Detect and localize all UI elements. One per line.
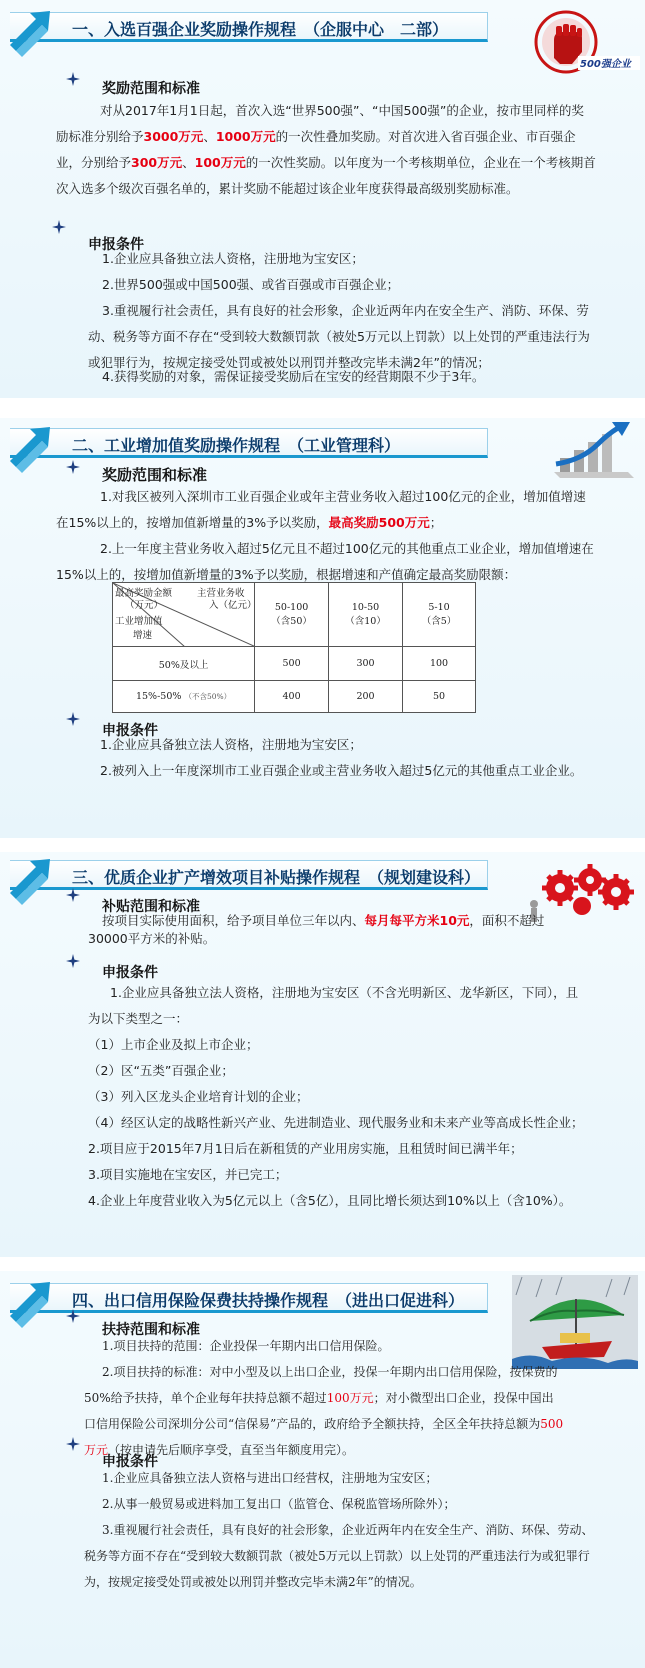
s3-scope-text-2: 30000平方米的补贴。 <box>88 931 216 946</box>
star-icon <box>52 220 66 234</box>
reward-table <box>112 582 476 713</box>
s3-line-3: （1）上市企业及拟上市企业； <box>88 1037 259 1052</box>
s3-line-7: 2.项目应于2015年7月1日后在新租赁的产业用房实施，且租赁时间已满半年； <box>88 1141 523 1156</box>
s2-cond-2: 2.被列入上一年度深圳市工业百强企业或主营业务收入超过5亿元的其他重点工业企业。 <box>100 763 583 778</box>
table-col-header: 5-10 （含5） <box>403 583 476 647</box>
table-cell: 50 <box>403 681 476 713</box>
s4-cond-title: 申报条件 <box>102 1454 158 1470</box>
s1-cond-1: 1.企业应具备独立法人资格，注册地为宝安区； <box>102 251 364 266</box>
s1-cond-title: 申报条件 <box>88 237 144 253</box>
section-4 <box>0 1271 645 1668</box>
s4-cond-1: 1.企业应具备独立法人资格与进出口经营权，注册地为宝安区； <box>102 1471 438 1485</box>
s4-item-2: 2.项目扶持的标准：对中小型及以上出口企业，投保一年期内出口信用保险，按保费的50%给予扶持，单个企业每年扶持总额不超过100万元；对小微型出口企业，投保中国出口信用保险公司深圳分公司“信保易”产品的，政府给予全额扶持，全区全年扶持总额为500万元（按申请先后顺序享受，直至当年额度用完）。 <box>84 1365 564 1457</box>
table-row-label: 50%及以上 <box>113 647 255 681</box>
s3-line-5: （3）列入区龙头企业培育计划的企业； <box>88 1089 309 1104</box>
section-1 <box>0 0 645 398</box>
star-icon <box>66 1309 80 1323</box>
s3-line-4: （2）区“五类”百强企业； <box>88 1063 234 1078</box>
arrow-icon <box>6 1280 56 1330</box>
s1-cond-4: 4.获得奖励的对象，需保证接受奖励后在宝安的经营期限不少于3年。 <box>102 369 485 384</box>
section-2-header <box>10 428 488 458</box>
s4-item-1: 1.项目扶持的范围：企业投保一年期内出口信用保险。 <box>102 1339 390 1353</box>
section-2 <box>0 418 645 838</box>
star-icon <box>66 712 80 726</box>
s3-line-2: 为以下类型之一： <box>88 1011 189 1026</box>
star-icon <box>66 460 80 474</box>
section-1-header <box>10 12 488 42</box>
s4-scope-title: 扶持范围和标准 <box>102 1322 200 1338</box>
s2-cond-1: 1.企业应具备独立法人资格，注册地为宝安区； <box>100 737 362 752</box>
arrow-icon <box>6 857 56 907</box>
section-3 <box>0 852 645 1257</box>
table-cell: 200 <box>329 681 403 713</box>
table-col-header: 10-50 （含10） <box>329 583 403 647</box>
s3-scope-title: 补贴范围和标准 <box>102 899 200 915</box>
table-cell: 300 <box>329 647 403 681</box>
table-row-label: 15%-50% （不含50%） <box>113 681 255 713</box>
star-icon <box>66 888 80 902</box>
star-icon <box>66 72 80 86</box>
section-4-header <box>10 1283 488 1313</box>
s2-item-1: 1.对我区被列入深圳市工业百强企业或年主营业务收入超过100亿元的企业，增加值增速在15%以上的，按增加值新增量的3%予以奖励，最高奖励500万元； <box>56 489 586 530</box>
table-cell: 100 <box>403 647 476 681</box>
logo-text: 500强企业 <box>580 59 631 70</box>
s2-scope-title: 奖励范围和标准 <box>102 466 208 484</box>
section-4-title: 四、出口信用保险保费扶持操作规程 （进出口促进科） <box>72 1291 465 1310</box>
growth-chart-icon <box>548 420 638 480</box>
s4-cond-3: 3.重视履行社会责任，具有良好的社会形象，企业近两年内在安全生产、消防、环保、劳动、税务等方面不存在“受到较大数额罚款（被处5万元以上罚款）以上处罚的严重违法行为或犯罪行为，按规定接受处罚或被处以刑罚并整改完毕未满2年”的情况。 <box>84 1523 594 1589</box>
table-cell: 400 <box>255 681 329 713</box>
s4-cond-2: 2.从事一般贸易或进料加工复出口（监管仓、保税监管场所除外）； <box>102 1497 456 1511</box>
arrow-icon <box>6 425 56 475</box>
table-corner-cell: 最高奖励金额 （万元） 主营业务收 入（亿元） 工业增加值 增速 <box>113 583 255 647</box>
s3-line-6: （4）经区认定的战略性新兴产业、先进制造业、现代服务业和未来产业等高成长性企业； <box>88 1115 584 1130</box>
s3-line-9: 4.企业上年度营业收入为5亿元以上（含5亿），且同比增长须达到10%以上（含10%）。 <box>88 1193 572 1208</box>
table-row <box>113 647 476 681</box>
star-icon <box>66 1437 80 1451</box>
section-2-title: 二、工业增加值奖励操作规程 （工业管理科） <box>72 436 401 455</box>
table-cell: 500 <box>255 647 329 681</box>
s3-scope-text: 按项目实际使用面积，给予项目单位三年以内、每月每平方米10元，面积不超过 <box>102 913 545 928</box>
s1-scope-title: 奖励范围和标准 <box>102 81 200 97</box>
s3-line-1: 1.企业应具备独立法人资格，注册地为宝安区（不含光明新区、龙华新区，下同），且 <box>110 985 579 1000</box>
s2-cond-title: 申报条件 <box>102 723 158 739</box>
section-1-title: 一、入选百强企业奖励操作规程 （企服中心 二部） <box>72 20 449 39</box>
table-row <box>113 681 476 713</box>
s3-line-8: 3.项目实施地在宝安区，并已完工； <box>88 1167 288 1182</box>
section-3-title: 三、优质企业扩产增效项目补贴操作规程 （规划建设科） <box>72 868 481 887</box>
s3-cond-title: 申报条件 <box>102 965 158 981</box>
section-3-header <box>10 860 488 890</box>
s1-cond-3: 3.重视履行社会责任，具有良好的社会形象，企业近两年内在安全生产、消防、环保、劳动、税务等方面不存在“受到较大数额罚款（被处5万元以上罚款）以上处罚的严重违法行为或犯罪行为，按规定接受处罚或被处以刑罚并整改完毕未满2年”的情况； <box>88 303 590 370</box>
s1-cond-2: 2.世界500强或中国500强、或省百强或市百强企业； <box>102 277 400 292</box>
table-col-header: 50-100 （含50） <box>255 583 329 647</box>
star-icon <box>66 954 80 968</box>
arrow-icon <box>6 9 56 59</box>
s2-item-2: 2.上一年度主营业务收入超过5亿元且不超过100亿元的其他重点工业企业，增加值增速在15%以上的，按增加值新增量的3%予以奖励，根据增速和产值确定最高奖励限额： <box>56 541 594 582</box>
s1-scope-text: 对从2017年1月1日起，首次入选“世界500强”、“中国500强”的企业，按市里同样的奖励标准分别给予3000万元、1000万元的一次性叠加奖励。对首次进入省百强企业、市百强企业，分别给予300万元、100万元的一次性奖励。以年度为一个考核期单位，企业在一个考核期首次入选多个级次百强名单的，累计奖励不能超过该企业年度获得最高级别奖励标准。 <box>56 103 596 196</box>
